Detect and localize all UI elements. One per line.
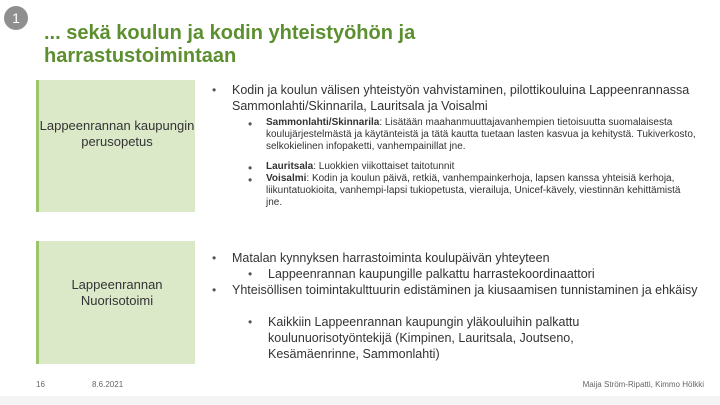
section1-sub-bullet-1 (266, 117, 698, 153)
sub-bullet-3-name: Voisalmi (266, 173, 307, 184)
bullet-marker: • (212, 83, 217, 97)
sub-bullet-1-text: : Lisätään maahanmuuttajavanhempien tietoisuutta suomalaisesta koulujärjestelmästä ja käytänteistä ja tätä kautta tuetaan lasten kasvua ja kehitystä. Tukiverkosto, selkokielinen infopaketti, vanhempainillat jne. (266, 117, 696, 152)
bullet-marker: • (248, 161, 253, 175)
bullet-marker: • (248, 117, 253, 131)
slide-title: ... sekä koulun ja kodin yhteistyöhön ja harrastustoimintaan (44, 22, 416, 67)
bullet-marker: • (212, 251, 217, 265)
sub-bullet-2-text: : Luokkien viikottaiset taitotunnit (313, 161, 455, 172)
bullet-marker: • (248, 315, 253, 329)
box-perusopetus (36, 80, 195, 212)
bullet-marker: • (212, 283, 217, 297)
section2-sub-bullet-2: Kaikkiin Lappeenrannan kaupungin yläkouluihin palkattu koulunuorisotyöntekijä (Kimpinen, Lauritsala, Joutseno, Kesämäenrinne, Sammonlahti) (268, 315, 580, 361)
slide-number-badge: 1 (4, 6, 28, 30)
box-nuorisotoimi (36, 241, 195, 364)
box-perusopetus-label: Lappeenrannan kaupungin perusopetus (39, 118, 195, 149)
section2-sub-bullet-1: Lappeenrannan kaupungille palkattu harrastekoordinaattori (268, 267, 595, 281)
footer-band (0, 396, 720, 405)
section2-main-bullet-2: Yhteisöllisen toimintakulttuurin edistäminen ja kiusaamisen tunnistaminen ja ehkäisy (232, 283, 698, 297)
footer-authors: Maija Ström-Ripatti, Kimmo Hölkki (582, 380, 704, 389)
section1-sub-bullet-2 (266, 161, 698, 173)
bullet-marker: • (248, 267, 253, 281)
section1-main-bullet: Kodin ja koulun välisen yhteistyön vahvistaminen, pilottikouluina Lappeenrannassa Sammonlahti/Skinnarila, Lauritsala ja Voisalmi (232, 83, 690, 113)
section2-main-bullet-1: Matalan kynnyksen harrastoiminta koulupäivän yhteyteen (232, 251, 550, 265)
box-nuorisotoimi-label: Lappeenrannan Nuorisotoimi (71, 277, 163, 308)
sub-bullet-2-name: Lauritsala (266, 161, 314, 172)
bullet-marker: • (248, 173, 253, 187)
footer-date: 8.6.2021 (92, 380, 124, 389)
sub-bullet-3-text: : Kodin ja koulun päivä, retkiä, vanhempainkerhoja, lapsen kanssa yhteisiä kerhoja, liikuntatuokioita, vanhempi-lapsi tukiopetusta, vierailuja, Unicef-kävely, viestinnän kehittämistä jne. (266, 173, 681, 208)
footer-page-number: 16 (36, 380, 45, 389)
section1-sub-bullet-3 (266, 173, 698, 209)
sub-bullet-1-name: Sammonlahti/Skinnarila (266, 117, 380, 128)
